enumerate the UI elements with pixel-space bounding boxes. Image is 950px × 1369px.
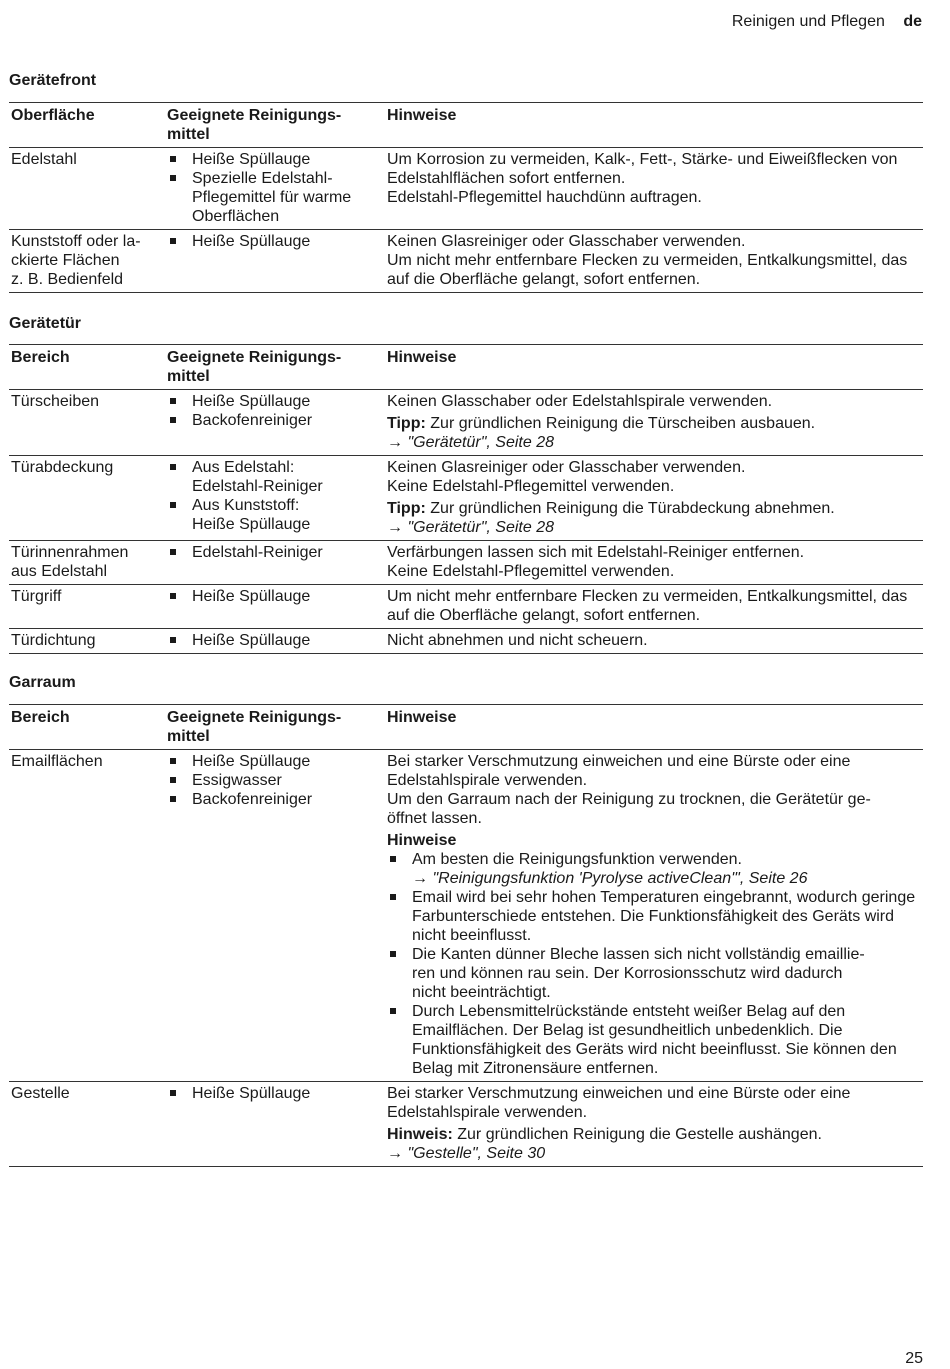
note-bullet: Die Kanten dünner Bleche lassen sich nicht vollständig emaillie- ren und können rau sein. Der Korrosionsschutz wird dadurch nicht beeinträchtigt. — [387, 945, 921, 1002]
row-area: Edelstahl — [9, 148, 164, 230]
note-text: Bei starker Verschmutzung einweichen und eine Bürste oder eine Edelstahlspirale verwenden. — [387, 753, 851, 789]
column-header: Hinweise — [375, 103, 923, 148]
row-agents — [164, 390, 375, 456]
row-agents — [164, 750, 375, 1082]
table-front — [9, 102, 923, 293]
note-bullet — [387, 850, 921, 888]
section-title-cavity: Garraum — [9, 674, 76, 691]
row-area: Gestelle — [9, 1082, 164, 1167]
table-row — [9, 148, 923, 230]
table-row — [9, 230, 923, 293]
note-text: Keinen Glasschaber oder Edelstahlspirale verwenden. — [387, 393, 773, 410]
table-row — [9, 456, 923, 541]
table-header-row — [9, 103, 923, 148]
note-text: Keine Edelstahl-Pflegemittel verwenden. — [387, 478, 675, 495]
row-notes — [375, 1082, 923, 1167]
cross-reference-text: "Gestelle", Seite 30 — [407, 1145, 546, 1162]
note-bullet-text: Am besten die Reinigungsfunktion verwenden. — [412, 851, 742, 868]
agent-item: Heiße Spüllauge — [167, 587, 373, 606]
cross-reference-link[interactable] — [412, 870, 807, 887]
tip-label: Tipp: — [387, 415, 426, 432]
arrow-right-icon: → — [387, 519, 403, 536]
note-text: Um den Garraum nach der Reinigung zu trocknen, die Gerätetür ge- öffnet lassen. — [387, 791, 871, 827]
row-notes — [375, 456, 923, 541]
agent-item: Heiße Spüllauge — [167, 232, 373, 251]
row-notes — [375, 541, 923, 585]
tip — [387, 499, 921, 518]
arrow-right-icon: → — [387, 1145, 403, 1162]
row-area: Emailflächen — [9, 750, 164, 1082]
note-text: Um Korrosion zu vermeiden, Kalk-, Fett-, Stärke- und Eiweißflecken von Edelstahlflächen sofort entfernen. — [387, 151, 898, 187]
table-header-row — [9, 345, 923, 390]
row-area: Türinnenrahmen aus Edelstahl — [9, 541, 164, 585]
row-agents — [164, 1082, 375, 1167]
table-row — [9, 585, 923, 629]
column-header: Bereich — [9, 705, 164, 750]
column-header: Oberfläche — [9, 103, 164, 148]
note-text: Keinen Glasreiniger oder Glasschaber verwenden. — [387, 233, 746, 250]
agent-item: Heiße Spüllauge — [167, 1084, 373, 1103]
agent-item: Edelstahl-Reiniger — [167, 543, 373, 562]
section-title-front: Gerätefront — [9, 72, 97, 89]
header-language: de — [903, 13, 922, 30]
arrow-right-icon: → — [412, 870, 428, 887]
agent-item: Heiße Spüllauge — [167, 631, 373, 650]
agent-item: Aus Kunststoff: Heiße Spüllauge — [167, 496, 373, 534]
row-agents — [164, 230, 375, 293]
row-notes — [375, 750, 923, 1082]
tip-text: Zur gründlichen Reinigung die Türscheiben ausbauen. — [430, 415, 816, 432]
column-header: Geeignete Reinigungs- mittel — [164, 705, 375, 750]
table-door — [9, 344, 923, 654]
cross-reference-text: "Gerätetür", Seite 28 — [407, 434, 554, 451]
cross-reference-link[interactable] — [387, 518, 921, 537]
page-header — [732, 12, 922, 31]
row-notes — [375, 629, 923, 654]
tip-label: Tipp: — [387, 500, 426, 517]
tip — [387, 414, 921, 433]
column-header: Geeignete Reinigungs- mittel — [164, 345, 375, 390]
tip — [387, 1125, 921, 1144]
arrow-right-icon: → — [387, 434, 403, 451]
table-row — [9, 541, 923, 585]
note-text: Um nicht mehr entfernbare Flecken zu vermeiden, Entkalkungsmittel, das auf die Oberfläche gelangt, sofort entfernen. — [387, 588, 908, 624]
notes-list — [387, 850, 921, 1078]
table-row — [9, 1082, 923, 1167]
agent-item: Backofenreiniger — [167, 790, 373, 809]
note-bullet: Email wird bei sehr hohen Temperaturen eingebrannt, wodurch geringe Farbunterschiede entstehen. Die Funktionsfähigkeit des Geräts wird nicht beeinflusst. — [387, 888, 921, 945]
table-header-row — [9, 705, 923, 750]
row-area: Kunststoff oder la- ckierte Flächen z. B. Bedienfeld — [9, 230, 164, 293]
row-agents — [164, 585, 375, 629]
agent-item: Essigwasser — [167, 771, 373, 790]
tip-text: Zur gründlichen Reinigung die Gestelle aushängen. — [457, 1126, 822, 1143]
row-agents — [164, 148, 375, 230]
agent-item: Heiße Spüllauge — [167, 150, 373, 169]
cross-reference-link[interactable] — [387, 433, 921, 452]
row-area: Türgriff — [9, 585, 164, 629]
note-text: Edelstahl-Pflegemittel hauchdünn auftragen. — [387, 189, 702, 206]
row-notes — [375, 230, 923, 293]
row-notes — [375, 390, 923, 456]
header-section-title: Reinigen und Pflegen — [731, 13, 885, 30]
table-cavity — [9, 704, 923, 1167]
tip-text: Zur gründlichen Reinigung die Türabdeckung abnehmen. — [430, 500, 835, 517]
row-area: Türscheiben — [9, 390, 164, 456]
column-header: Geeignete Reinigungs- mittel — [164, 103, 375, 148]
tip-label: Hinweis: — [387, 1126, 453, 1143]
column-header: Bereich — [9, 345, 164, 390]
section-title-door: Gerätetür — [9, 315, 82, 332]
agent-item: Heiße Spüllauge — [167, 392, 373, 411]
row-notes — [375, 585, 923, 629]
row-area: Türdichtung — [9, 629, 164, 654]
note-text: Um nicht mehr entfernbare Flecken zu vermeiden, Entkalkungsmittel, das auf die Oberfläche gelangt, sofort entfernen. — [387, 252, 908, 288]
row-agents — [164, 541, 375, 585]
note-bullet: Durch Lebensmittelrückstände entsteht weißer Belag auf den Emailflächen. Der Belag ist gesundheitlich unbedenklich. Die Funktionsfähigkeit des Geräts wird nicht beeinflusst. Sie können den Belag mit Zitronensäure entfernen. — [387, 1002, 921, 1078]
cross-reference-text: "Reinigungsfunktion 'Pyrolyse activeClean'", Seite 26 — [432, 870, 808, 887]
row-agents — [164, 629, 375, 654]
note-text: Keine Edelstahl-Pflegemittel verwenden. — [387, 563, 675, 580]
note-text: Verfärbungen lassen sich mit Edelstahl-Reiniger entfernen. — [387, 544, 805, 561]
row-area: Türabdeckung — [9, 456, 164, 541]
note-text: Nicht abnehmen und nicht scheuern. — [387, 632, 648, 649]
agent-item: Backofenreiniger — [167, 411, 373, 430]
table-row — [9, 629, 923, 654]
agent-item: Aus Edelstahl: Edelstahl-Reiniger — [167, 458, 373, 496]
agent-item: Spezielle Edelstahl- Pflegemittel für warme Oberflächen — [167, 169, 373, 226]
note-text: Keinen Glasreiniger oder Glasschaber verwenden. — [387, 459, 746, 476]
row-agents — [164, 456, 375, 541]
cross-reference-link[interactable] — [387, 1144, 921, 1163]
cross-reference-text: "Gerätetür", Seite 28 — [407, 519, 554, 536]
note-text: Bei starker Verschmutzung einweichen und eine Bürste oder eine Edelstahlspirale verwenden. — [387, 1085, 851, 1121]
page-number: 25 — [905, 1350, 923, 1367]
column-header: Hinweise — [375, 705, 923, 750]
agent-item: Heiße Spüllauge — [167, 752, 373, 771]
table-row — [9, 390, 923, 456]
row-notes — [375, 148, 923, 230]
column-header: Hinweise — [375, 345, 923, 390]
table-row — [9, 750, 923, 1082]
notes-heading: Hinweise — [387, 832, 457, 849]
